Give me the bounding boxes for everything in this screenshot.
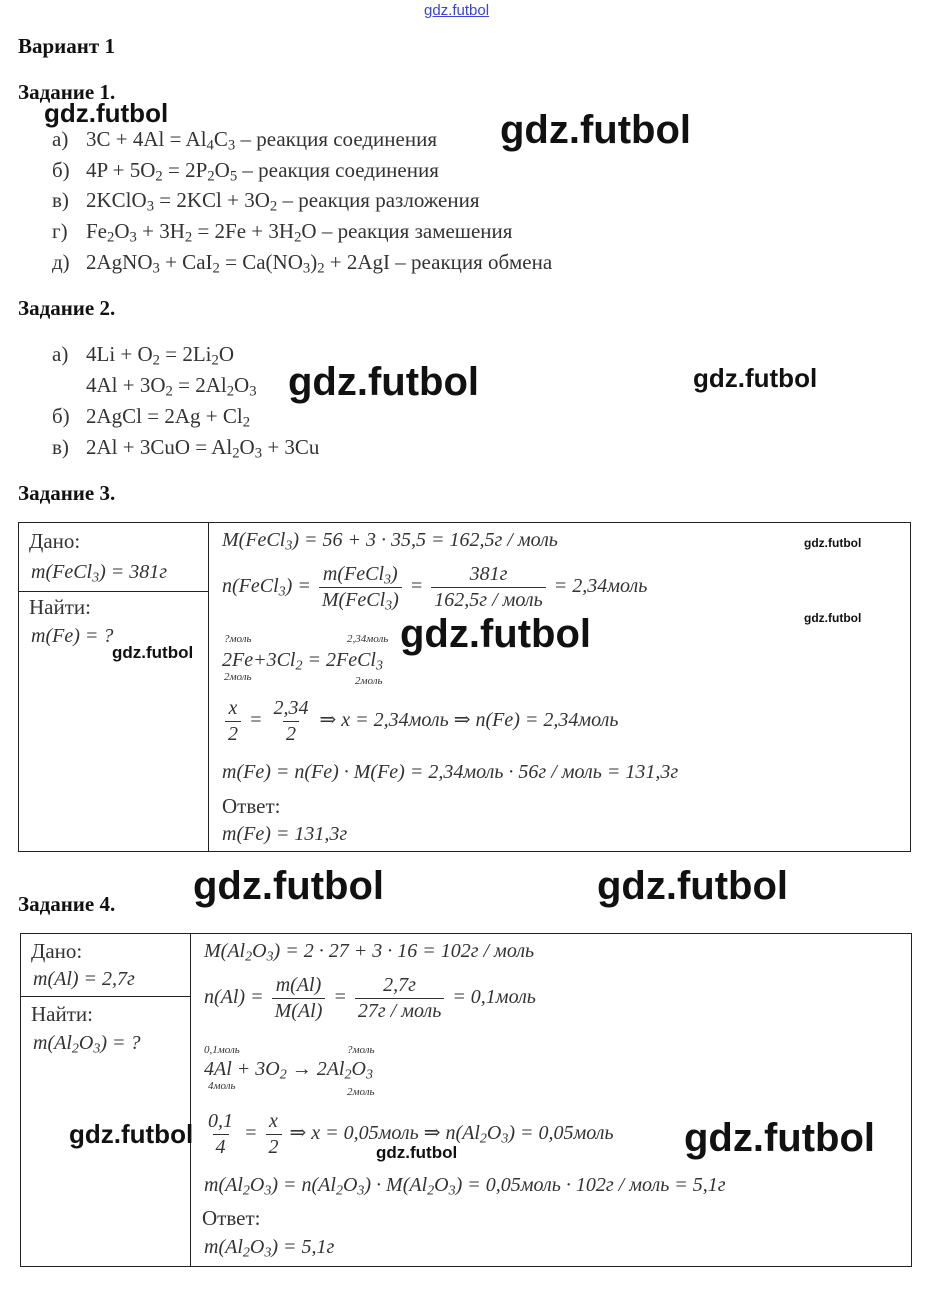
- watermark: gdz.futbol: [193, 864, 385, 908]
- watermark: gdz.futbol: [112, 643, 194, 662]
- top-site-link[interactable]: gdz.futbol: [424, 2, 490, 19]
- task1-item: г) $Fe_2O_3 + 3H_2 = 2Fe + 3H_2O$ – реакция замешения: [52, 219, 513, 246]
- watermark: gdz.futbol: [288, 360, 480, 404]
- eq-annotation: 2моль: [355, 675, 383, 687]
- eq-annotation: 4моль: [208, 1080, 236, 1092]
- task1-item: б) $4P + 5O_2 = 2P_2O_5$ – реакция соединения: [52, 158, 439, 185]
- given-value: m(Al) = 2,7г: [33, 968, 135, 990]
- task4-title: Задание 4.: [18, 892, 116, 916]
- answer-label: Ответ:: [222, 794, 281, 818]
- mass-line: $m(Al_2O_3) = n(Al_2O_3) \cdot M(Al_2O_3)$ = 0,05моль · 102г / моль = 5,1г: [204, 1174, 726, 1199]
- answer-label: Ответ:: [202, 1206, 261, 1230]
- task1-item: д) 2AgNO$_3$ + $CaI_2 = Ca(NO_3)_2 + 2AgI$ – реакция обмена: [52, 250, 553, 277]
- watermark: gdz.futbol: [400, 612, 592, 656]
- given-label: Дано:: [31, 939, 83, 963]
- find-label: Найти:: [29, 595, 91, 619]
- find-value: m(Fe) = ?: [31, 625, 114, 647]
- task2-item: б) 2AgCl = $2Ag + Cl_2$: [52, 404, 251, 431]
- task1-title: Задание 1.: [18, 80, 116, 104]
- watermark: gdz.futbol: [44, 98, 169, 128]
- task4-solution-table: [20, 933, 912, 1267]
- watermark: gdz.futbol: [693, 363, 818, 393]
- eq-annotation: 2,34моль: [347, 633, 389, 645]
- eq-annotation: ?моль: [224, 633, 252, 645]
- given-value: m(FeCl$_3$) = 381г: [31, 561, 168, 586]
- answer-value: $m(Al_2O_3) = 5,1г$: [204, 1236, 335, 1261]
- watermark: gdz.futbol: [684, 1116, 876, 1160]
- amount-line: n(Al) = $\frac{m(Al)}{M(Al)}$ = $\frac{2,7г}{\text{27г / моль}}$ = 0,1моль: [204, 974, 536, 1022]
- reaction-equation: $4Al + 3O_2 \to 2Al_2O_3$: [204, 1058, 373, 1083]
- molar-mass-line: M(FeCl$_3$) = 56 + 3 · 35,5 = 162,5г / моль: [222, 529, 558, 554]
- eq-annotation: 2моль: [347, 1086, 375, 1098]
- eq-annotation: ?моль: [347, 1044, 375, 1056]
- find-value: $m(Al_2O_3)$ = ?: [33, 1032, 141, 1057]
- given-label: Дано:: [29, 529, 81, 553]
- watermark: gdz.futbol: [804, 611, 862, 625]
- proportion-line: $\frac{0,1}{4}$ = $\frac{x}{2}$ ⇒ x = 0,05моль ⇒ $n(Al_2O_3)$ = 0,05моль: [208, 1110, 614, 1158]
- answer-value: m(Fe) = 131,3г: [222, 823, 348, 845]
- watermark: gdz.futbol: [804, 536, 862, 550]
- task2-item: а) $4Li + O_2 = 2Li_2O$: [52, 342, 235, 369]
- task3-solution-table: [18, 522, 911, 852]
- eq-annotation: 2моль: [224, 671, 252, 683]
- watermark: gdz.futbol: [500, 108, 692, 152]
- reaction-equation: $2Fe+3Cl_2$ = 2FeCl$_3$: [222, 649, 383, 674]
- watermark: gdz.futbol: [597, 864, 789, 908]
- watermark: gdz.futbol: [69, 1119, 194, 1149]
- task2-item: $4Al + 3O_2 = 2Al_2O_3$: [86, 373, 257, 400]
- mass-line: m(Fe) = n(Fe) · M(Fe) = 2,34моль · 56г / моль = 131,3г: [222, 761, 679, 783]
- task3-title: Задание 3.: [18, 481, 116, 505]
- task2-title: Задание 2.: [18, 296, 116, 320]
- molar-mass-line: $M(Al_2O_3) = 2 \cdot 27 + 3 \cdot 16 = 102г$ / моль: [204, 940, 535, 965]
- amount-line: n(FeCl$_3$) = $\frac{m(FeCl_3)}{M(FeCl_3)}$ = $\frac{381г}{\text{162,5г / моль}}$ = 2,34моль: [222, 563, 648, 614]
- proportion-line: $\frac{x}{2}$ = $\frac{2,34}{2}$ ⇒ x = 2,34моль ⇒ n(Fe) = 2,34моль: [222, 697, 618, 746]
- find-label: Найти:: [31, 1002, 93, 1026]
- eq-annotation: 0,1моль: [204, 1044, 240, 1056]
- task1-item: в) 2KClO$_3$ = $2KCl + 3O_2$ – реакция разложения: [52, 188, 480, 215]
- variant-title: Вариант 1: [18, 34, 115, 58]
- task1-item: а) $3C + 4Al = Al_4C_3$ – реакция соединения: [52, 127, 437, 154]
- task2-item: в) $2Al + 3CuO = Al_2O_3 + 3Cu$: [52, 435, 320, 462]
- watermark: gdz.futbol: [376, 1143, 458, 1162]
